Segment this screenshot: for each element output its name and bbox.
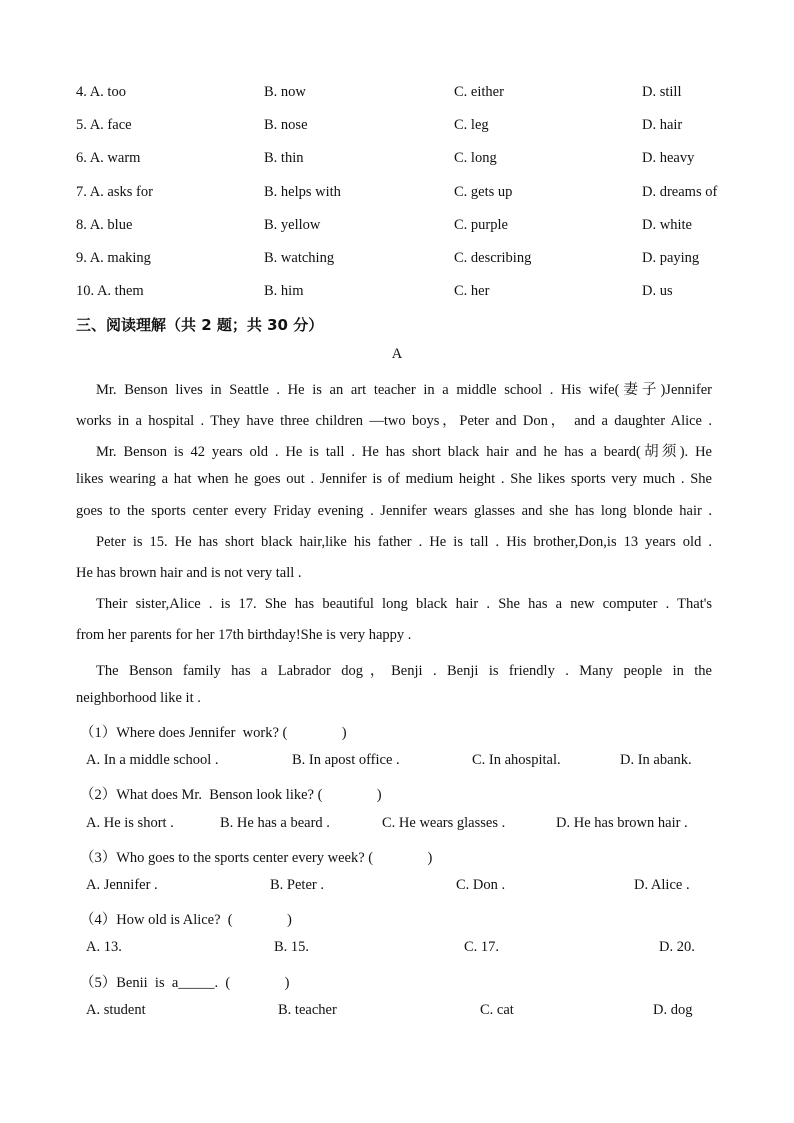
option-b: B. nose [264,117,308,133]
answer-option-c: C. cat [480,1002,514,1018]
passage-line: Mr. Benson lives in Seattle . He is an art teacher in a middle school . His wife(妻子)Jennifer [96,382,712,398]
option-b: B. thin [264,150,304,166]
answer-option-b: B. Peter . [270,877,324,893]
option-d: D. white [642,217,692,233]
option-a [76,84,126,101]
option-c: C. long [454,150,497,166]
passage-line: Mr. Benson is 42 years old . He is tall . He has short black hair and he has a beard(胡须). He [96,444,712,460]
answer-options [86,877,726,897]
question-stem: （2）What does Mr. Benson look like? ( ) [80,787,382,803]
option-text: A. warm [89,150,141,166]
passage-label: A [391,346,403,362]
answer-option-a: A. In a middle school . [86,752,219,768]
option-d: D. paying [642,250,700,266]
answer-option-c: C. 17. [464,939,500,955]
option-c: C. describing [454,250,532,266]
option-c: C. either [454,84,504,100]
answer-option-d: D. In abank. [620,752,692,768]
passage-line: goes to the sports center every Friday evening . Jennifer wears glasses and she has long blonde hair . [76,503,712,519]
section-title: 三、阅读理解（共 2 题；共 30 分） [76,316,324,334]
option-c: C. her [454,283,490,299]
option-b: B. helps with [264,184,341,200]
answer-option-c: C. He wears glasses . [382,815,506,831]
option-text: A. them [96,283,144,299]
option-a [76,150,140,167]
answer-options [86,1002,726,1022]
question-stem: （3）Who goes to the sports center every week? ( ) [80,850,433,866]
answer-option-b: B. 15. [274,939,310,955]
cloze-option-row [76,250,776,270]
passage-line: He has brown hair and is not very tall . [76,565,302,581]
option-a [76,283,144,300]
option-c: C. gets up [454,184,513,200]
option-c: C. purple [454,217,508,233]
option-b: B. him [264,283,304,299]
answer-option-b: B. teacher [278,1002,337,1018]
passage-line: Their sister,Alice . is 17. She has beautiful long black hair . She has a new computer . That's [96,596,712,612]
option-a [76,250,151,267]
passage-line: from her parents for her 17th birthday!She is very happy . [76,627,412,643]
cloze-option-row [76,117,776,137]
option-a [76,117,132,134]
answer-options [86,815,726,835]
option-c: C. leg [454,117,489,133]
passage-line: neighborhood like it . [76,690,201,706]
cloze-option-row [76,150,776,170]
question-number: 10. [76,283,95,299]
option-a [76,217,132,234]
answer-options [86,752,726,772]
question-number: 8. [76,217,87,233]
answer-option-b: B. In apost office . [292,752,400,768]
answer-option-a: A. 13. [86,939,122,955]
option-text: A. asks for [89,184,153,200]
cloze-option-row [76,184,776,204]
option-text: A. making [89,250,151,266]
answer-option-c: C. In ahospital. [472,752,561,768]
cloze-option-row [76,217,776,237]
passage-line: The Benson family has a Labrador dog，Benji . Benji is friendly . Many people in the [96,663,712,679]
passage-line: likes wearing a hat when he goes out . Jennifer is of medium height . She likes sports very much . She [76,471,712,487]
answer-option-d: D. 20. [659,939,695,955]
option-a [76,184,153,201]
answer-option-d: D. dog [653,1002,693,1018]
answer-option-a: A. Jennifer . [86,877,158,893]
option-text: A. too [89,84,126,100]
option-b: B. now [264,84,306,100]
option-d: D. heavy [642,150,695,166]
passage-line: works in a hospital . They have three children —two boys，Peter and Don， and a daughter Alice . [76,413,712,429]
option-b: B. watching [264,250,335,266]
option-d: D. still [642,84,682,100]
question-number: 9. [76,250,87,266]
question-stem: （1）Where does Jennifer work? ( ) [80,725,347,741]
answer-options [86,939,726,959]
answer-option-a: A. student [86,1002,146,1018]
option-d: D. hair [642,117,683,133]
answer-option-a: A. He is short . [86,815,174,831]
passage-line: Peter is 15. He has short black hair,like his father . He is tall . His brother,Don,is 13 years old . [96,534,712,550]
cloze-option-row [76,84,776,104]
answer-option-c: C. Don . [456,877,506,893]
question-number: 6. [76,150,87,166]
answer-option-b: B. He has a beard . [220,815,330,831]
question-stem: （4）How old is Alice? ( ) [80,912,292,928]
answer-option-d: D. He has brown hair . [556,815,688,831]
option-text: A. blue [89,217,133,233]
option-b: B. yellow [264,217,321,233]
option-text: A. face [89,117,132,133]
option-d: D. us [642,283,673,299]
answer-option-d: D. Alice . [634,877,690,893]
option-d: D. dreams of [642,184,718,200]
question-number: 7. [76,184,87,200]
cloze-option-row [76,283,776,303]
question-number: 5. [76,117,87,133]
question-number: 4. [76,84,87,100]
question-stem: （5）Benii is a_____. ( ) [80,975,290,991]
